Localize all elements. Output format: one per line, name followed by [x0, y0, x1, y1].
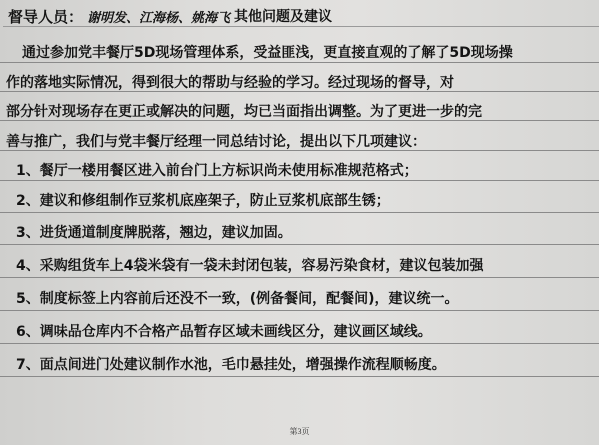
- page-number: 第3页: [289, 427, 310, 436]
- supervisors-names: 谢明发、江海杨、姚海飞: [87, 10, 231, 26]
- handwritten-line-5: 1、餐厅一楼用餐区进入前台门上方标识尚未使用标准规范格式；: [16, 163, 418, 179]
- header-row: [8, 4, 332, 28]
- ruled-line: [0, 180, 599, 181]
- ruled-line: [0, 62, 599, 63]
- ruled-line: [0, 376, 599, 377]
- header-divider: [3, 26, 599, 27]
- ruled-line: [0, 277, 599, 278]
- section-title: 其他问题及建议: [234, 9, 333, 25]
- handwritten-line-3: 部分针对现场存在更正或解决的问题，均已当面指出调整。为了更进一步的完: [6, 104, 482, 120]
- handwritten-line-8: 4、采购组货车上4袋米袋有一袋未封闭包装，容易污染食材，建议包装加强: [16, 258, 484, 274]
- supervisors-label: 督导人员：: [8, 7, 84, 26]
- handwritten-line-9: 5、制度标签上内容前后还没不一致，(例备餐间，配餐间)，建议统一。: [16, 291, 459, 307]
- handwritten-line-1: 通过参加党丰餐厅5D现场管理体系，受益匪浅，更直接直观的了解了5D现场操: [22, 45, 513, 61]
- handwritten-line-6: 2、建议和修组制作豆浆机底座架子，防止豆浆机底部生锈；: [16, 193, 390, 209]
- ruled-line: [0, 212, 599, 213]
- handwritten-line-2: 作的落地实际情况，得到很大的帮助与经验的学习。经过现场的督导，对: [6, 75, 454, 91]
- ruled-line: [0, 343, 599, 344]
- handwritten-line-7: 3、进货通道制度牌脱落，翘边，建议加固。: [16, 225, 292, 241]
- handwritten-line-10: 6、调味品仓库内不合格产品暂存区域未画线区分，建议画区域线。: [16, 324, 432, 340]
- ruled-line: [0, 244, 599, 245]
- handwritten-line-4: 善与推广，我们与党丰餐厅经理一同总结讨论，提出以下几项建议：: [6, 134, 426, 150]
- handwritten-line-11: 7、面点间进门处建议制作水池，毛巾悬挂处，增强操作流程顺畅度。: [16, 357, 446, 373]
- ruled-line: [0, 310, 599, 311]
